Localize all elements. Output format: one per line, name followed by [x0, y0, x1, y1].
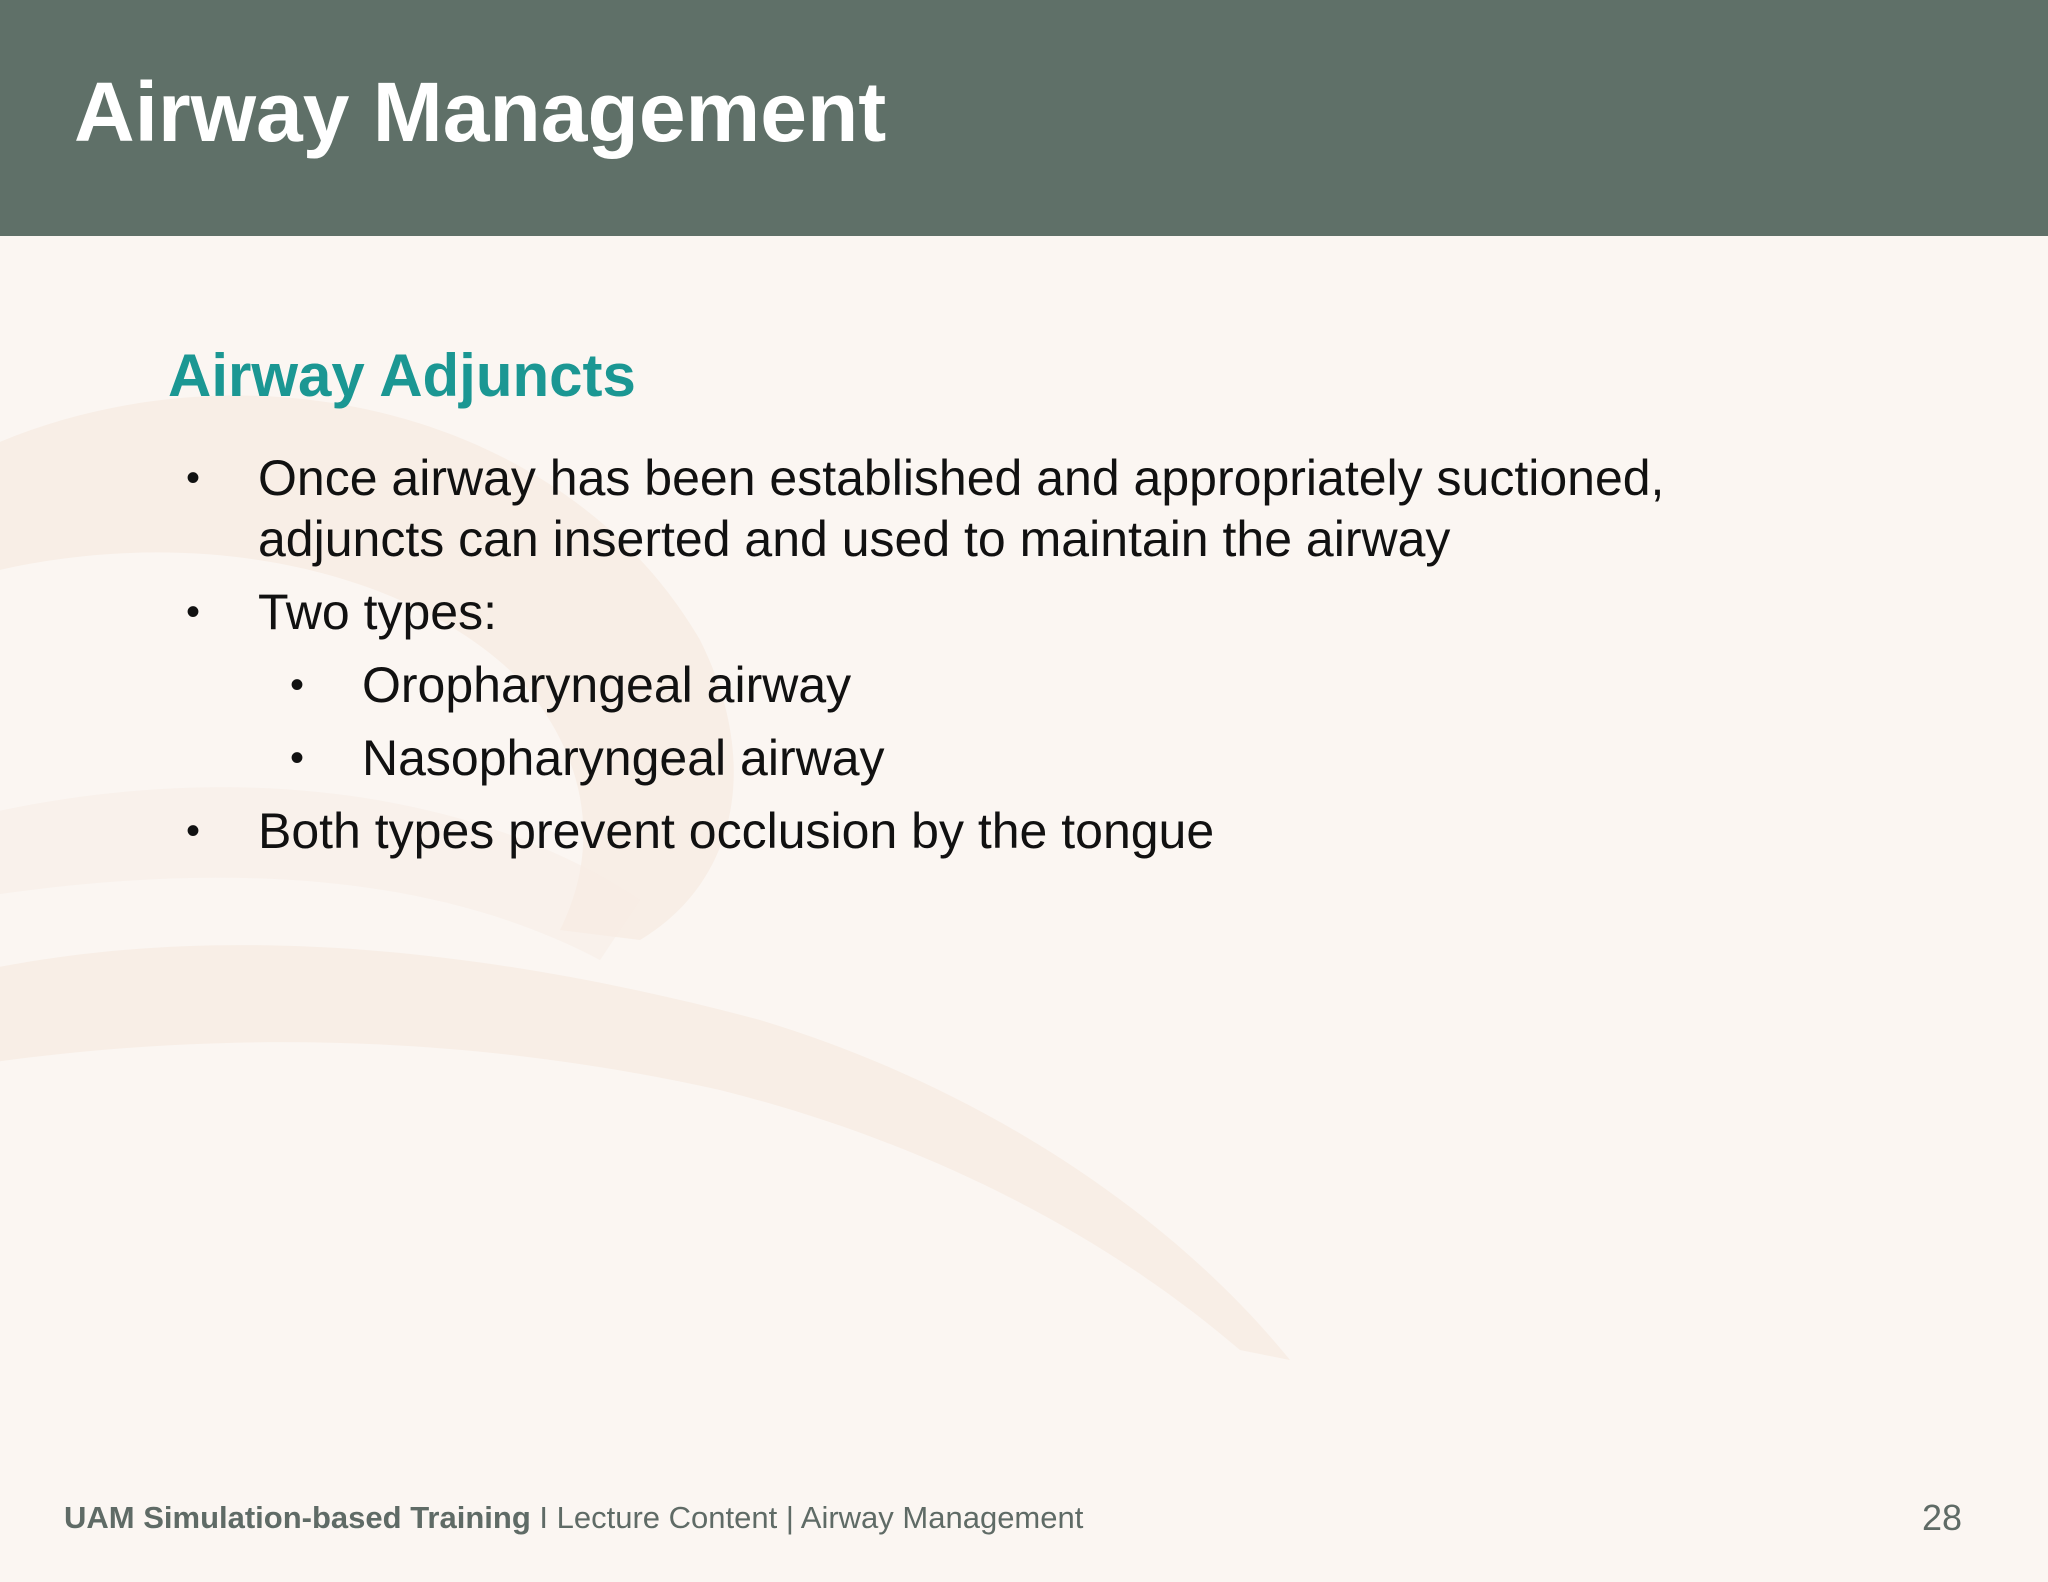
footer-separator: I [530, 1500, 557, 1535]
bullet-text: Two types: [258, 584, 497, 640]
footer-topic: Airway Management [800, 1500, 1084, 1535]
slide-content [168, 340, 1868, 874]
bullet-dot: • [186, 809, 201, 853]
slide-footer [64, 1500, 1083, 1536]
bullet-dot: • [186, 590, 201, 634]
bullet-dot: • [186, 456, 201, 500]
sub-bullet-item [168, 655, 1868, 716]
sub-bullet-item [168, 728, 1868, 789]
bullet-text: Both types prevent occlusion by the tongue [258, 803, 1215, 859]
slide-title: Airway Management [74, 65, 887, 159]
bullet-text-line1: Once airway has been established and appropriately suctioned, [258, 450, 1665, 506]
footer-section: Lecture Content [556, 1500, 778, 1535]
footer-brand: UAM Simulation-based Training [64, 1500, 531, 1535]
bullet-item [168, 448, 1868, 570]
bullet-item [168, 801, 1868, 862]
page-number: 28 [1921, 1497, 1962, 1538]
footer-separator: | [777, 1500, 801, 1535]
section-heading: Airway Adjuncts [168, 342, 636, 409]
bullet-item [168, 582, 1868, 643]
sub-bullet-text: Oropharyngeal airway [362, 657, 852, 713]
sub-bullet-list [168, 655, 1868, 789]
slide-header [0, 0, 2048, 236]
bullet-text-line2: adjuncts can inserted and used to maintain the airway [258, 511, 1451, 567]
sub-bullet-dot: • [290, 663, 305, 707]
bullet-list [168, 801, 1868, 862]
sub-bullet-dot: • [290, 736, 305, 780]
bullet-list [168, 448, 1868, 643]
sub-bullet-text: Nasopharyngeal airway [362, 730, 885, 786]
